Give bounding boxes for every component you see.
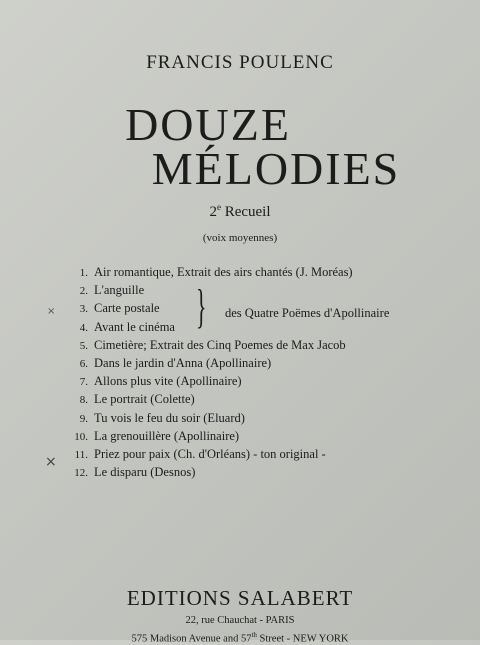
recueil-label: Recueil [224, 204, 271, 220]
list-item [58, 354, 353, 372]
group-brace: } [196, 280, 207, 333]
song-number: 11. [74, 448, 88, 461]
song-title: La grenouillère (Apollinaire) [94, 428, 240, 443]
title-line-2: MÉLODIES [151, 143, 401, 194]
list-item [58, 336, 353, 354]
song-number: 2. [79, 285, 88, 298]
song-number: 3. [79, 303, 88, 316]
list-item [58, 263, 353, 281]
song-title: Air romantique, Extrait des airs chantés (J. Moréas) [94, 265, 353, 279]
song-number: 10. [74, 430, 88, 443]
group-label: des Quatre Poëmes d'Apollinaire [225, 306, 390, 320]
song-number: 5. [79, 339, 88, 352]
address-ny-suffix: Street - NEW YORK [256, 633, 349, 645]
song-number: 6. [79, 357, 88, 370]
list-item [58, 445, 353, 463]
song-number: 12. [74, 467, 88, 480]
handwritten-check-mark-small: × [47, 306, 56, 317]
address-ny-prefix: 575 Madison Avenue and 57 [131, 633, 252, 645]
song-number: 8. [79, 394, 88, 407]
address-new-york [0, 631, 480, 645]
song-title: Dans le jardin d'Anna (Apollinaire) [94, 355, 272, 370]
list-item [58, 463, 353, 481]
composer-name: FRANCIS POULENC [146, 52, 334, 73]
publisher-name: EDITIONS SALABERT [126, 586, 354, 610]
list-item [58, 372, 353, 390]
song-title: Avant le cinéma [94, 319, 175, 334]
song-number: 4. [79, 321, 88, 334]
song-title: Cimetière; Extrait des Cinq Poemes de Max Jacob [94, 337, 346, 352]
recueil-number: 2 [209, 204, 217, 220]
list-item [58, 409, 353, 427]
song-title: Tu vois le feu du soir (Eluard) [94, 410, 245, 425]
song-number: 1. [79, 267, 88, 279]
song-title: Le portrait (Colette) [94, 392, 195, 407]
list-item [58, 390, 353, 408]
song-number: 9. [79, 412, 88, 425]
song-number: 7. [79, 376, 88, 389]
recueil-heading [0, 202, 480, 221]
song-title: L'anguille [94, 283, 145, 298]
address-ny-superscript: th [251, 631, 257, 639]
song-title: Allons plus vite (Apollinaire) [94, 374, 242, 389]
list-item [58, 427, 353, 445]
handwritten-check-mark-large: × [45, 454, 57, 470]
recueil-superscript: e [216, 202, 221, 212]
voice-type: (voix moyennes) [202, 232, 278, 244]
song-title: Le disparu (Desnos) [94, 465, 196, 480]
title-line-1: DOUZE [125, 99, 291, 150]
song-title: Carte postale [94, 301, 160, 316]
song-title: Priez pour paix (Ch. d'Orléans) - ton original - [94, 446, 326, 461]
address-paris: 22, rue Chauchat - PARIS [185, 615, 295, 626]
